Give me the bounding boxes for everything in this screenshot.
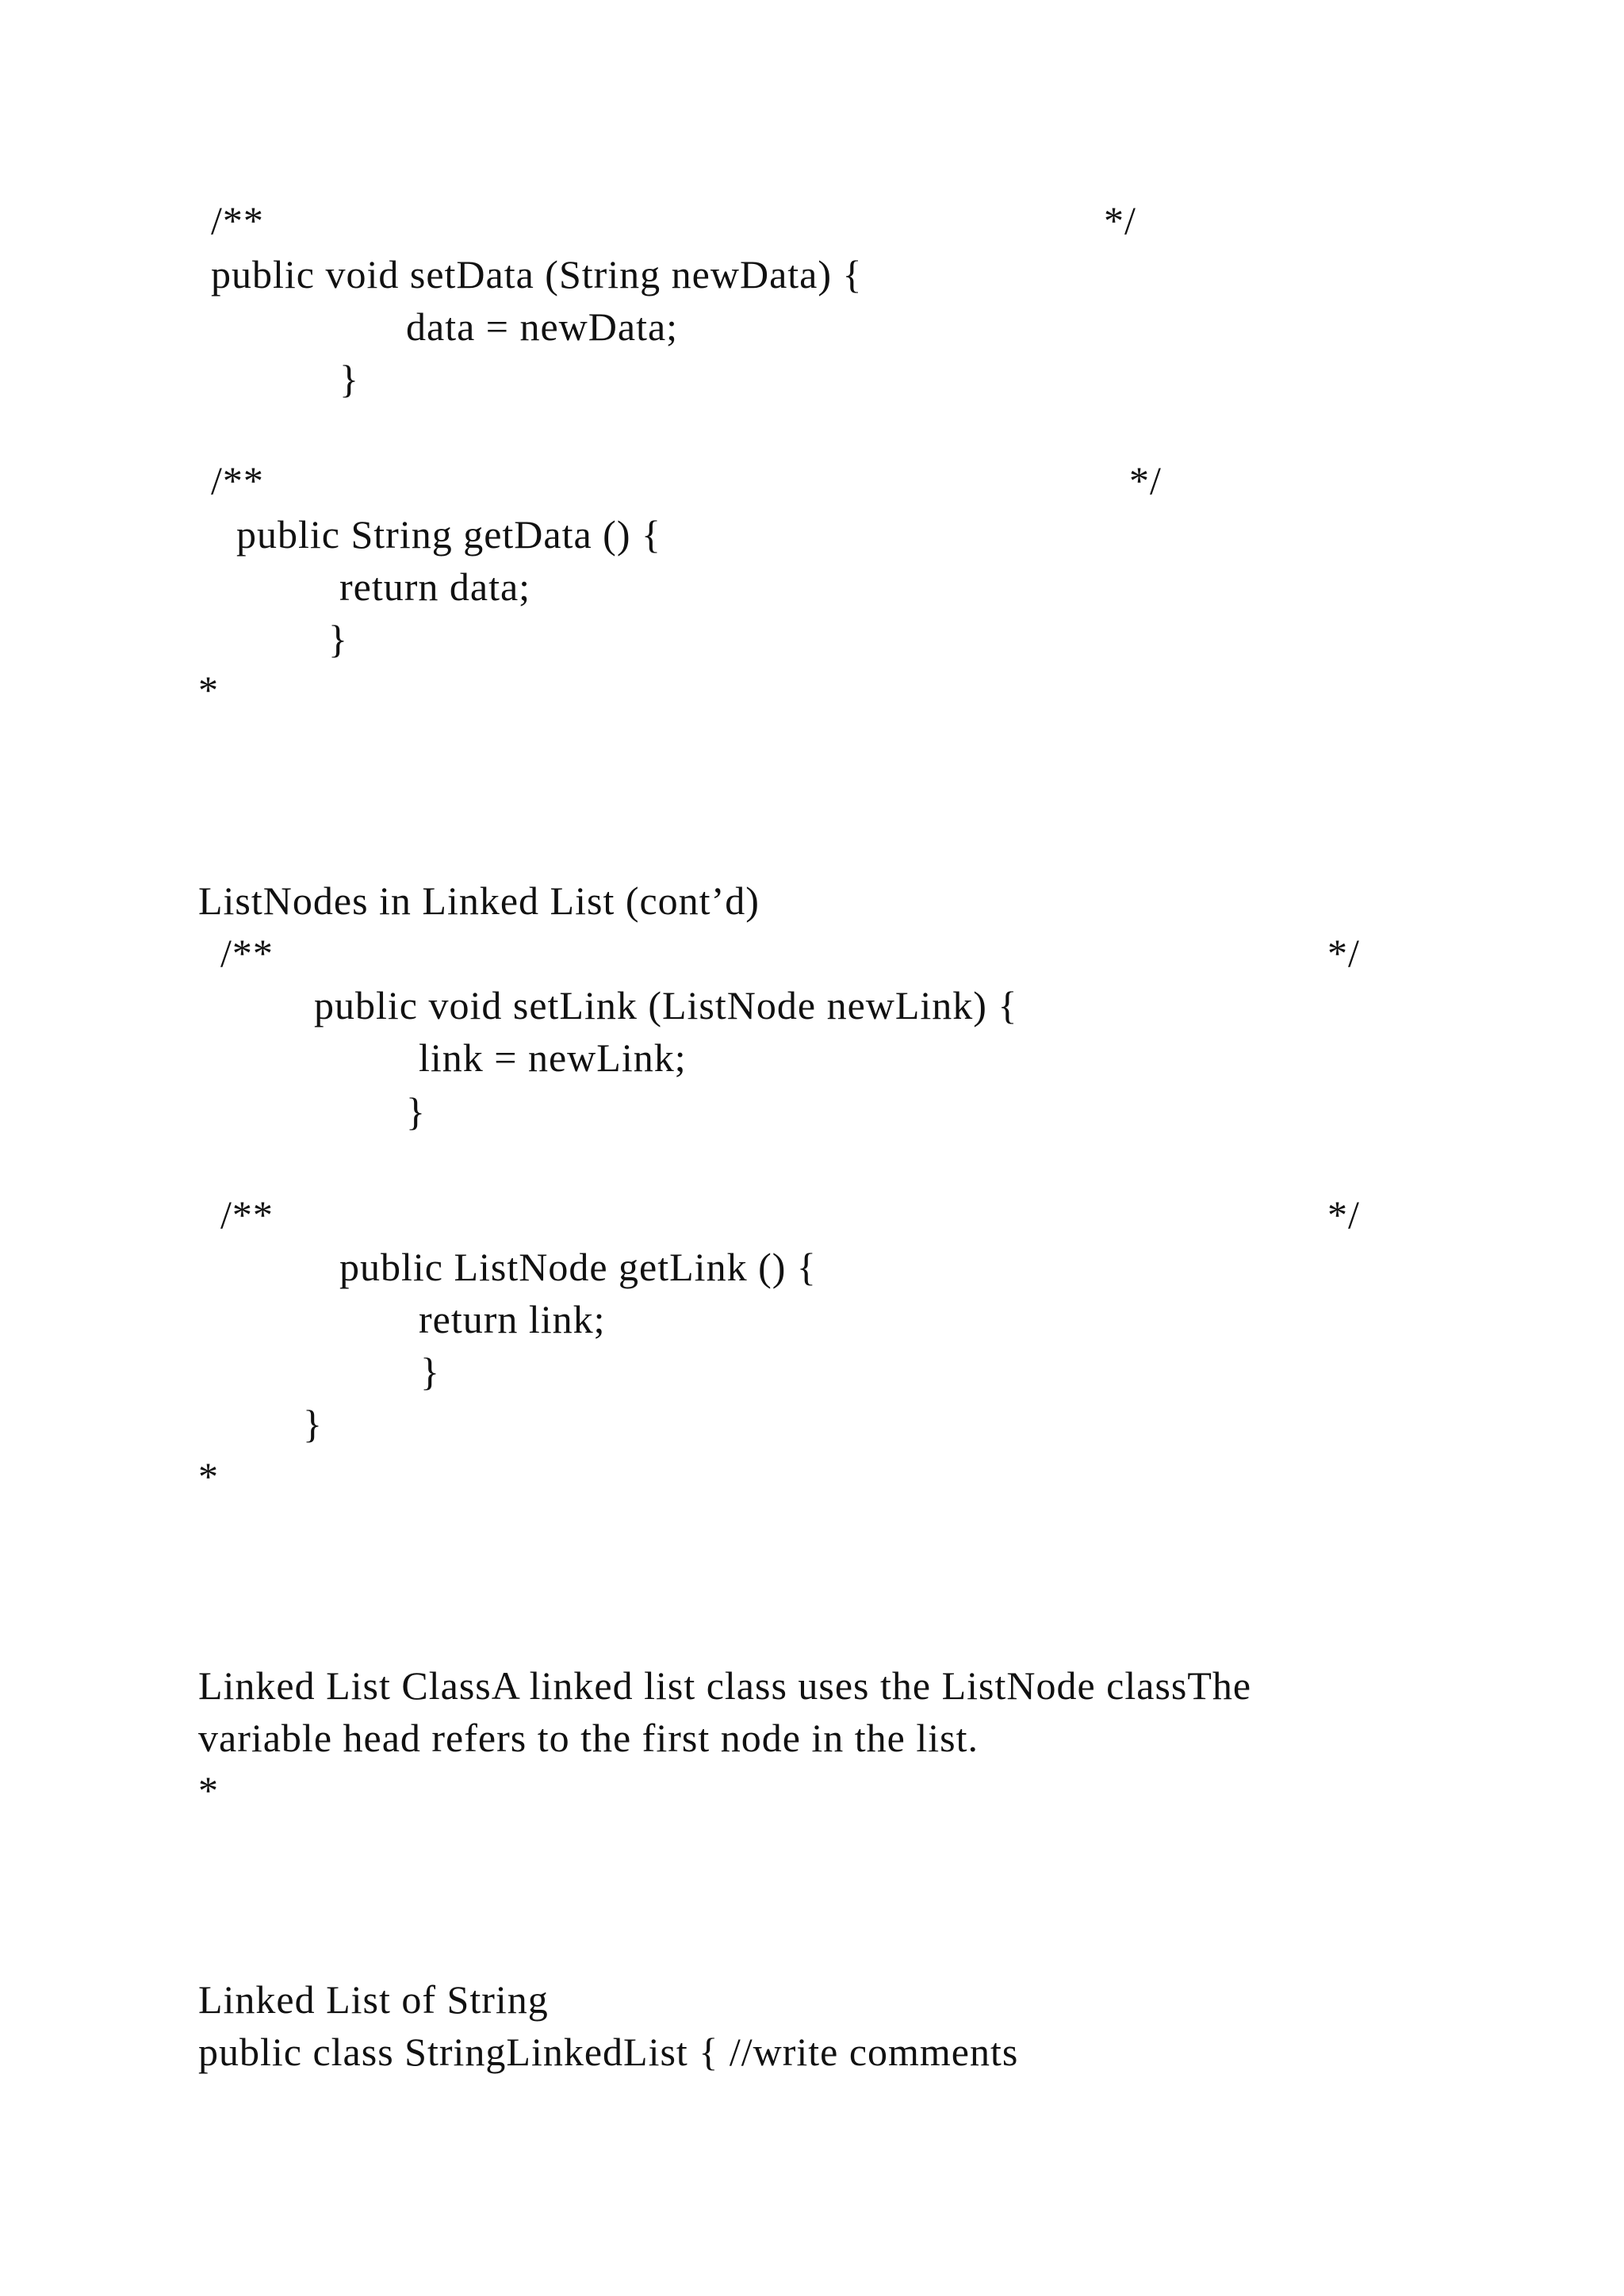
method-body-getdata: return data;	[339, 564, 531, 609]
method-signature-getlink: public ListNode getLink () {	[339, 1245, 817, 1289]
close-brace: }	[420, 1349, 440, 1394]
method-body-getlink: return link;	[419, 1297, 606, 1341]
close-brace: }	[339, 357, 359, 401]
paragraph-line: variable head refers to the first node in the list.	[198, 1716, 979, 1760]
code-line: public class StringLinkedList { //write comments	[198, 2030, 1019, 2074]
javadoc-close: */	[1104, 198, 1136, 243]
section-heading: Linked List of String	[198, 1977, 549, 2022]
class-close-brace: }	[303, 1402, 323, 1446]
javadoc-open: /**	[220, 931, 274, 975]
section-heading: ListNodes in Linked List (cont’d)	[198, 878, 760, 923]
javadoc-close: */	[1327, 1192, 1360, 1237]
close-brace: }	[406, 1089, 426, 1134]
paragraph-line: Linked List ClassA linked list class uses the ListNode classThe	[198, 1663, 1252, 1708]
slide-separator: *	[198, 1454, 219, 1498]
method-signature-getdata: public String getData () {	[236, 512, 661, 557]
slide-separator: *	[198, 1768, 219, 1812]
javadoc-open: /**	[211, 458, 264, 503]
close-brace: }	[328, 617, 348, 661]
method-signature-setdata: public void setData (String newData) {	[211, 252, 863, 297]
slide-separator: *	[198, 668, 219, 712]
javadoc-open: /**	[220, 1192, 274, 1237]
method-body-setlink: link = newLink;	[419, 1035, 687, 1080]
javadoc-open: /**	[211, 198, 264, 243]
method-signature-setlink: public void setLink (ListNode newLink) {	[314, 983, 1018, 1027]
method-body-setdata: data = newData;	[406, 304, 679, 349]
javadoc-close: */	[1129, 458, 1162, 503]
javadoc-close: */	[1327, 931, 1360, 975]
